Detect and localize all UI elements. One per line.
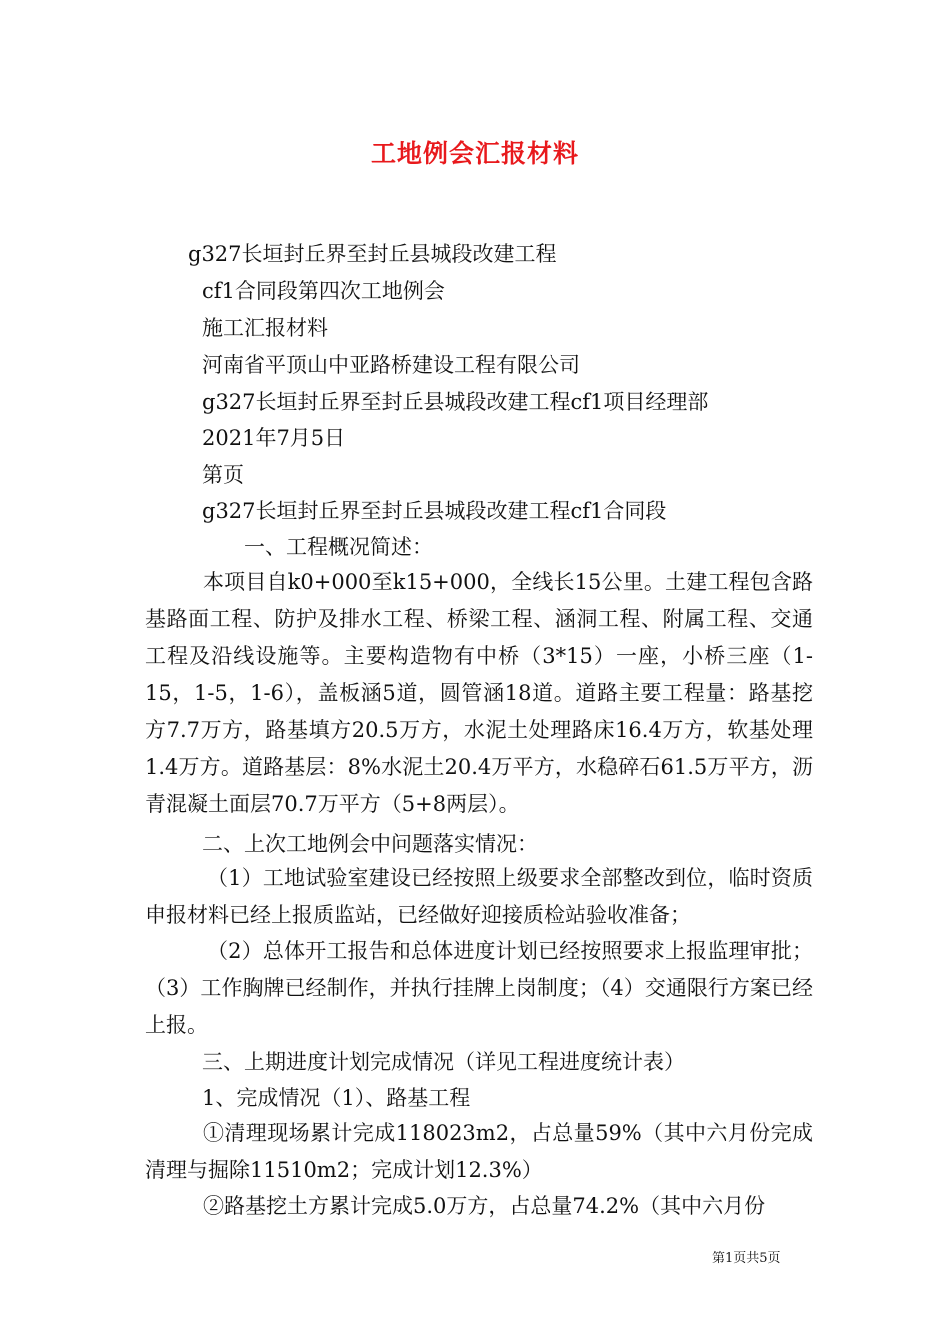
section2-item-1: （1）工地试验室建设已经按照上级要求全部整改到位，临时资质申报材料已经上报质监站，已经做好迎接质检站验收准备； <box>145 866 813 927</box>
section1-body: 本项目自k0+000至k15+000，全线长15公里。土建工程包含路基路面工程、防护及排水工程、桥梁工程、涵洞工程、附属工程、交通工程及沿线设施等。主要构造物有中桥（3*15）一座，小桥三座（1-15，1-5，1-6），盖板涵5道，圆管涵18道。道路主要工程量：路基挖方7.7万方，路基填方20.5万方，水泥土处理路床16.4万方，软基处理1.4万方。道路基层：8%水泥土20.4万平方，水稳碎石61.5万平方，沥青混凝土面层70.7万平方（5+8两层）。 <box>145 570 813 816</box>
document-title: 工地例会汇报材料 <box>370 139 579 168</box>
header-line-contract: g327长垣封丘界至封丘县城段改建工程cf1合同段 <box>202 499 667 523</box>
header-line-page: 第页 <box>202 463 244 487</box>
section3-item-2: ②路基挖土方累计完成5.0万方，占总量74.2%（其中六月份 <box>203 1194 766 1218</box>
section2-heading: 二、上次工地例会中问题落实情况： <box>202 832 538 856</box>
section2-item-2: （2）总体开工报告和总体进度计划已经按照要求上报监理审批；（3）工作胸牌已经制作，并执行挂牌上岗制度；（4）交通限行方案已经上报。 <box>145 939 813 1037</box>
header-line-project: g327长垣封丘界至封丘县城段改建工程 <box>188 242 557 266</box>
section3-subheading: 1、完成情况（1）、路基工程 <box>202 1086 471 1110</box>
header-line-department: g327长垣封丘界至封丘县城段改建工程cf1项目经理部 <box>202 390 709 414</box>
section3-heading: 三、上期进度计划完成情况（详见工程进度统计表） <box>202 1050 685 1074</box>
header-line-company: 河南省平顶山中亚路桥建设工程有限公司 <box>202 353 580 377</box>
header-line-meeting: cf1合同段第四次工地例会 <box>202 279 445 303</box>
header-line-material: 施工汇报材料 <box>202 316 328 340</box>
page-number-footer: 第1页共5页 <box>712 1251 781 1266</box>
header-line-date: 2021年7月5日 <box>202 426 346 450</box>
section1-heading: 一、工程概况简述： <box>244 535 433 559</box>
section3-item-1: ①清理现场累计完成118023m2，占总量59%（其中六月份完成清理与掘除11510m2；完成计划12.3%） <box>145 1121 813 1182</box>
